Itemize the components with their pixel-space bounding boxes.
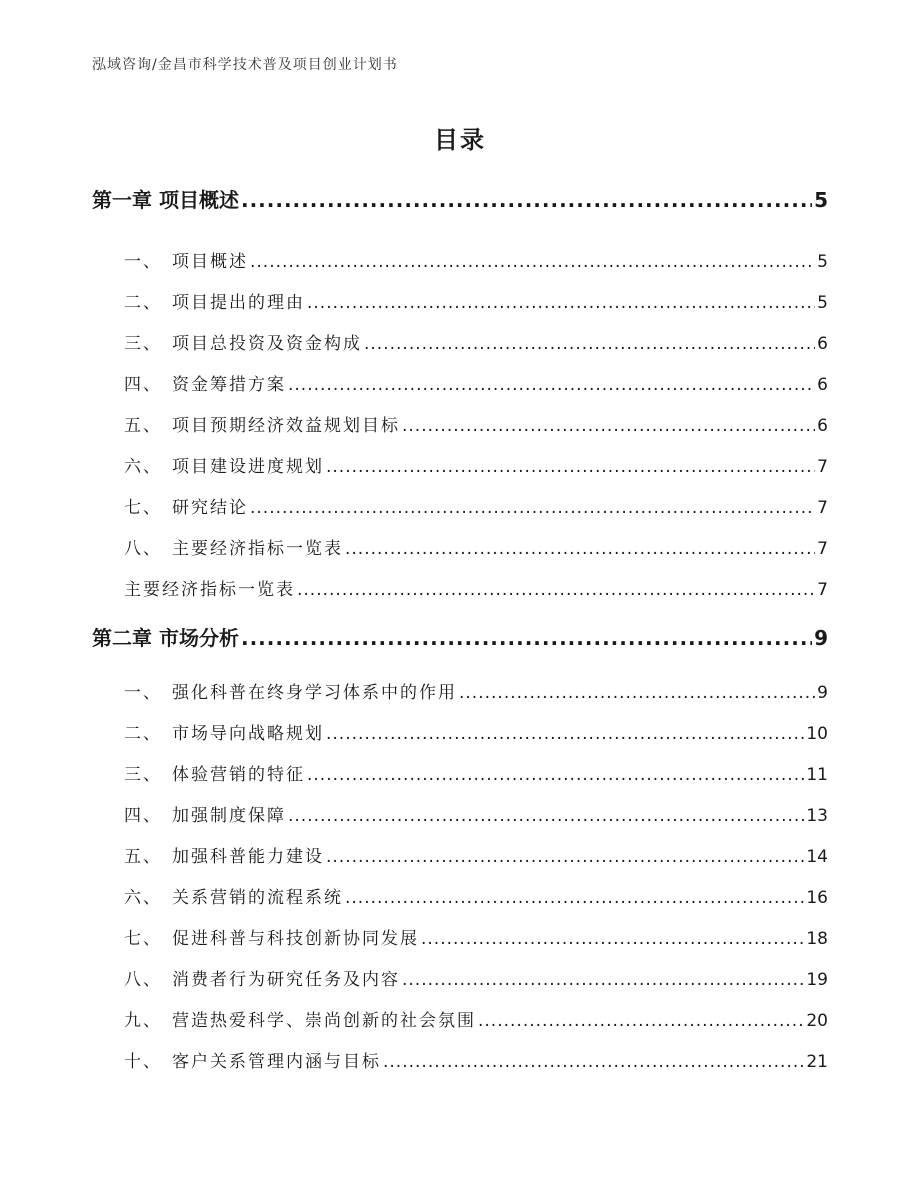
toc-leader (345, 888, 804, 908)
toc-entry-text: 强化科普在终身学习体系中的作用 (172, 683, 457, 703)
toc-page-number: 20 (806, 1011, 828, 1031)
toc-page-number: 16 (806, 888, 828, 908)
toc-entry[interactable] (124, 883, 828, 908)
toc-entry-text: 促进科普与科技创新协同发展 (172, 929, 419, 949)
toc-page-number: 6 (817, 416, 828, 436)
toc-entry-number: 六、 (124, 888, 162, 908)
toc-leader (288, 806, 804, 826)
toc-page-number: 7 (817, 580, 828, 600)
toc-entry-number: 五、 (124, 416, 162, 436)
toc-chapter-1[interactable] (92, 184, 828, 213)
toc-leader (383, 1052, 804, 1072)
toc-page-number: 6 (817, 334, 828, 354)
toc-leader (288, 375, 815, 395)
toc-leader (326, 457, 815, 477)
toc-page-number: 7 (817, 539, 828, 559)
toc-chapter-label: 第一章 项目概述 (92, 188, 239, 212)
toc-leader (250, 252, 815, 272)
toc-title: 目录 (434, 126, 486, 154)
toc-entry[interactable] (124, 719, 828, 744)
toc-entry-number: 七、 (124, 929, 162, 949)
toc-leader (307, 293, 815, 313)
toc-entry-text: 资金筹措方案 (172, 375, 286, 395)
toc-entry-text: 体验营销的特征 (172, 765, 305, 785)
running-header: 泓域咨询/金昌市科学技术普及项目创业计划书 (92, 57, 398, 73)
toc-entry-number: 七、 (124, 498, 162, 518)
toc-entry[interactable] (124, 1047, 828, 1072)
toc-entry-text: 项目概述 (172, 252, 248, 272)
toc-entry-number: 四、 (124, 806, 162, 826)
toc-page-number: 10 (806, 724, 828, 744)
toc-page-number: 6 (817, 375, 828, 395)
toc-entry[interactable] (124, 534, 828, 559)
toc-page-number: 14 (806, 847, 828, 867)
toc-page-number: 21 (806, 1052, 828, 1072)
toc-entry-number: 九、 (124, 1011, 162, 1031)
toc-chapter-label: 第二章 市场分析 (92, 626, 239, 650)
toc-page-number: 18 (806, 929, 828, 949)
toc-page-number: 19 (806, 970, 828, 990)
toc-page-number: 5 (814, 188, 828, 212)
toc-page-number: 9 (814, 626, 828, 650)
toc-entry-text: 项目预期经济效益规划目标 (172, 416, 400, 436)
toc-entry-text: 加强科普能力建设 (172, 847, 324, 867)
toc-entry[interactable] (124, 288, 828, 313)
toc-entry[interactable] (124, 842, 828, 867)
toc-entry-text: 营造热爱科学、崇尚创新的社会氛围 (172, 1011, 476, 1031)
toc-entry[interactable] (124, 801, 828, 826)
toc-entry-number: 六、 (124, 457, 162, 477)
toc-leader (402, 416, 815, 436)
toc-entry-text: 项目总投资及资金构成 (172, 334, 362, 354)
toc-page-number: 5 (817, 252, 828, 272)
toc-page-number: 7 (817, 457, 828, 477)
toc-page-number: 9 (817, 683, 828, 703)
toc-entry-text: 市场导向战略规划 (172, 724, 324, 744)
toc-entry[interactable] (124, 678, 828, 703)
toc-leader (364, 334, 815, 354)
toc-entry[interactable] (124, 329, 828, 354)
toc-entry-text: 关系营销的流程系统 (172, 888, 343, 908)
toc-leader (402, 970, 804, 990)
toc-leader (307, 765, 804, 785)
toc-entry[interactable] (124, 924, 828, 949)
toc-entry-number: 五、 (124, 847, 162, 867)
toc-chapter-2[interactable] (92, 622, 828, 651)
toc-page-number: 5 (817, 293, 828, 313)
toc-entry-text: 客户关系管理内涵与目标 (172, 1052, 381, 1072)
toc-entry-number: 二、 (124, 724, 162, 744)
toc-entry[interactable] (124, 760, 828, 785)
toc-page-number: 11 (806, 765, 828, 785)
toc-entry[interactable] (124, 493, 828, 518)
toc-entry[interactable] (124, 370, 828, 395)
toc-leader (241, 188, 812, 212)
toc-entry[interactable] (124, 247, 828, 272)
toc-entry-text: 消费者行为研究任务及内容 (172, 970, 400, 990)
toc-entry-text: 研究结论 (172, 498, 248, 518)
toc-entry[interactable] (124, 965, 828, 990)
toc-entry-number: 一、 (124, 252, 162, 272)
toc-entry[interactable] (124, 411, 828, 436)
toc-entry-table[interactable] (124, 575, 828, 600)
toc-leader (459, 683, 815, 703)
toc-leader (478, 1011, 804, 1031)
toc-entry-text: 主要经济指标一览表 (124, 580, 295, 600)
toc-entry-number: 三、 (124, 334, 162, 354)
toc-entry[interactable] (124, 1006, 828, 1031)
toc-leader (297, 580, 815, 600)
toc-entry-number: 十、 (124, 1052, 162, 1072)
toc-page-number: 7 (817, 498, 828, 518)
toc-entry-number: 一、 (124, 683, 162, 703)
toc-entry-number: 八、 (124, 970, 162, 990)
toc-leader (326, 847, 804, 867)
toc-entry-text: 加强制度保障 (172, 806, 286, 826)
toc-leader (241, 626, 812, 650)
toc-entry-text: 主要经济指标一览表 (172, 539, 343, 559)
toc-entry[interactable] (124, 452, 828, 477)
toc-leader (421, 929, 804, 949)
toc-leader (345, 539, 815, 559)
toc-entry-number: 四、 (124, 375, 162, 395)
toc-entry-text: 项目提出的理由 (172, 293, 305, 313)
toc-leader (250, 498, 815, 518)
toc-entry-number: 二、 (124, 293, 162, 313)
toc-entry-number: 三、 (124, 765, 162, 785)
toc-page-number: 13 (806, 806, 828, 826)
toc-entry-text: 项目建设进度规划 (172, 457, 324, 477)
toc-leader (326, 724, 804, 744)
toc-entry-number: 八、 (124, 539, 162, 559)
